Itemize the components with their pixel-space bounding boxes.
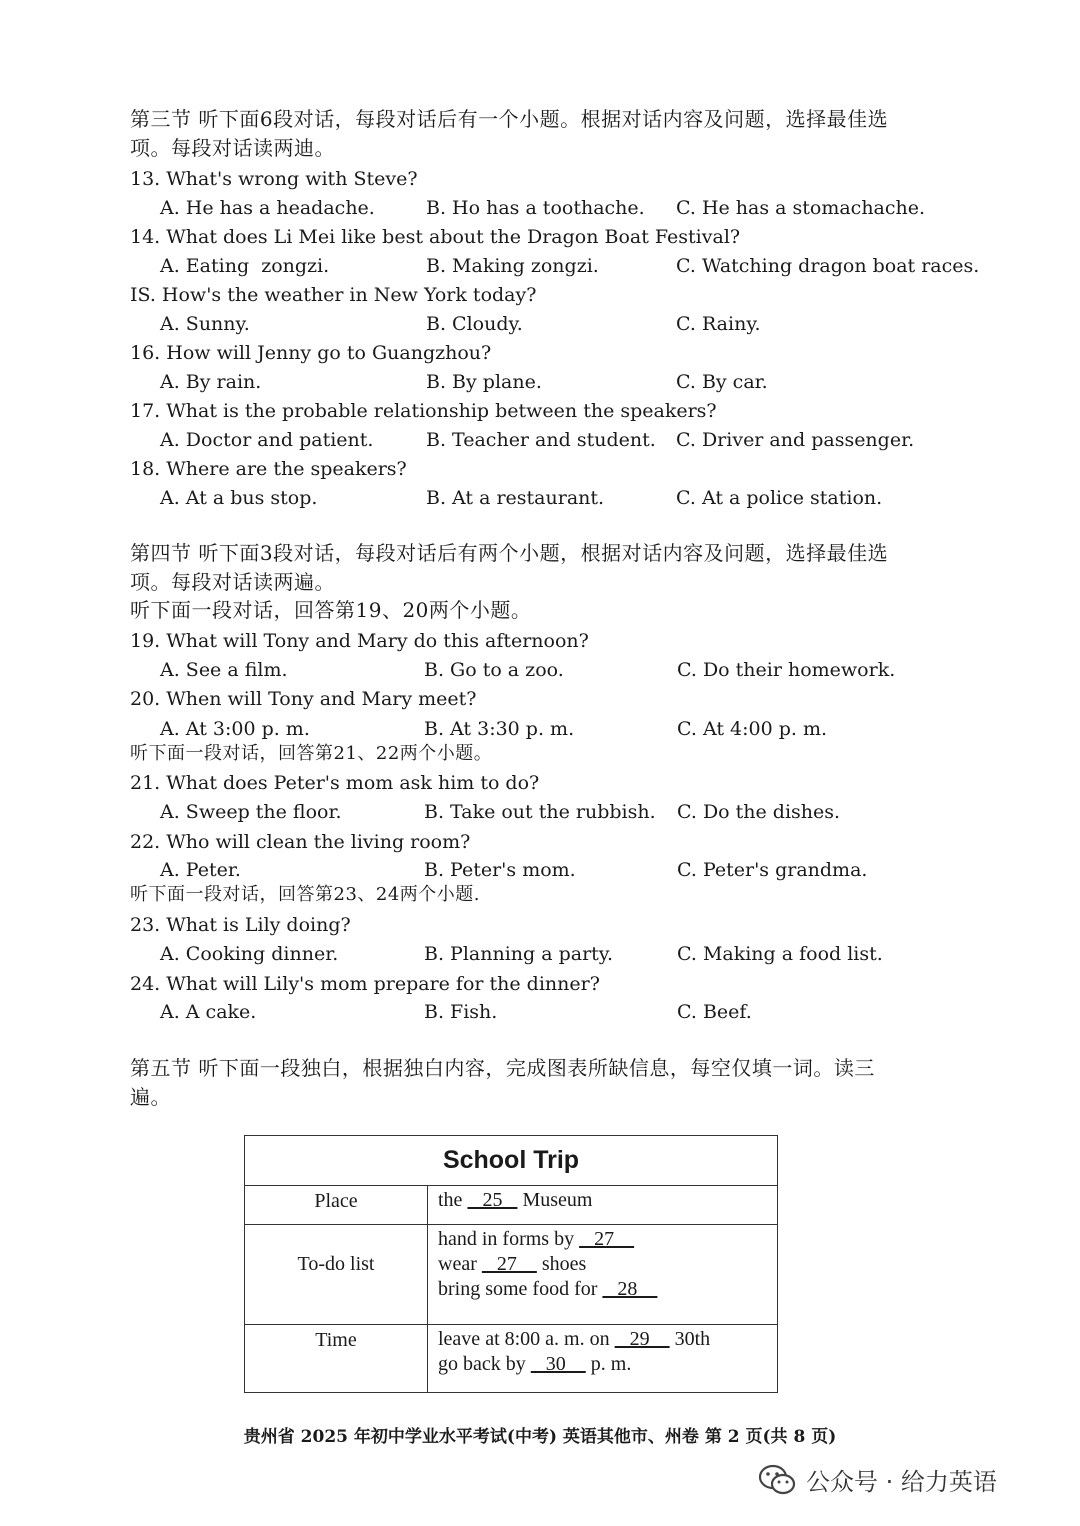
table-title: School Trip [245, 1136, 778, 1186]
section4-sub-heading-3: 听下面一段对话，回答第23、24两个小题. [130, 884, 481, 905]
question-1-stem: 19. What will Tony and Mary do this afternoon? [130, 630, 589, 652]
question-6-option-b[interactable]: B. Fish. [424, 1001, 498, 1023]
question-3-option-b[interactable]: B. Take out the rubbish. [424, 801, 656, 823]
section5-intro-line2: 遍。 [130, 1085, 171, 1109]
question-2-option-b[interactable]: B. At 3:30 p. m. [424, 718, 575, 740]
blank-29[interactable]: 29 [614, 1328, 670, 1350]
question-4-option-a[interactable]: A. By rain. [160, 371, 262, 393]
question-6-option-b[interactable]: B. At a restaurant. [426, 487, 605, 509]
time-label: Time [245, 1325, 428, 1393]
question-1-option-a[interactable]: A. He has a headache. [160, 197, 375, 219]
todo-item-2: wear 27 shoes [438, 1253, 587, 1275]
question-1-option-b[interactable]: B. Go to a zoo. [424, 659, 564, 681]
question-4-option-b[interactable]: B. By plane. [426, 371, 542, 393]
time-cell [428, 1325, 778, 1393]
question-1-option-c[interactable]: C. Do their homework. [677, 659, 896, 681]
blank-30[interactable]: 30 [530, 1353, 586, 1375]
blank-27b[interactable]: 27 [481, 1253, 537, 1275]
question-2-option-c[interactable]: C. At 4:00 p. m. [677, 718, 828, 740]
question-4-option-c[interactable]: C. By car. [676, 371, 768, 393]
question-3-option-a[interactable]: A. Sunny. [160, 313, 250, 335]
question-4-stem: 16. How will Jenny go to Guangzhou? [130, 342, 492, 364]
question-4-stem: 22. Who will clean the living room? [130, 831, 471, 853]
section5-intro-line1: 第五节 听下面一段独白，根据独白内容，完成图表所缺信息，每空仅填一词。读三 [130, 1056, 875, 1080]
question-4-option-a[interactable]: A. Peter. [160, 859, 241, 881]
question-5-option-b[interactable]: B. Teacher and student. [426, 429, 656, 451]
question-3-option-b[interactable]: B. Cloudy. [426, 313, 523, 335]
section4-intro-line2: 项。每段对话读两遍。 [130, 570, 335, 594]
question-2-option-a[interactable]: A. Eating zongzi. [160, 255, 330, 277]
question-1-option-c[interactable]: C. He has a stomachache. [676, 197, 926, 219]
question-6-stem: 18. Where are the speakers? [130, 458, 407, 480]
question-3-option-a[interactable]: A. Sweep the floor. [160, 801, 342, 823]
question-2-stem: 14. What does Li Mei like best about the Dragon Boat Festival? [130, 226, 741, 248]
question-6-option-c[interactable]: C. At a police station. [676, 487, 883, 509]
question-6-option-c[interactable]: C. Beef. [677, 1001, 752, 1023]
school-trip-table [244, 1135, 778, 1393]
place-suffix: Museum [517, 1189, 593, 1211]
section3-intro-line1: 第三节 听下面6段对话，每段对话后有一个小题。根据对话内容及问题，选择最佳选 [130, 107, 889, 131]
question-5-option-c[interactable]: C. Driver and passenger. [676, 429, 915, 451]
question-5-option-c[interactable]: C. Making a food list. [677, 943, 883, 965]
question-2-option-b[interactable]: B. Making zongzi. [426, 255, 599, 277]
question-2-option-a[interactable]: A. At 3:00 p. m. [160, 718, 310, 740]
watermark-text: 公众号 · 给力英语 [806, 1468, 997, 1496]
question-3-option-c[interactable]: C. Rainy. [676, 313, 761, 335]
place-prefix: the [438, 1189, 468, 1211]
question-5-stem: 17. What is the probable relationship between the speakers? [130, 400, 717, 422]
page-footer: 贵州省 2025 年初中学业水平考试(中考) 英语其他市、州卷 第 2 页(共 8 页) [243, 1427, 837, 1447]
section4-sub-heading-2: 听下面一段对话，回答第21、22两个小题。 [130, 743, 493, 764]
question-5-option-b[interactable]: B. Planning a party. [424, 943, 614, 965]
question-6-option-a[interactable]: A. At a bus stop. [160, 487, 318, 509]
todo-label: To-do list [245, 1225, 428, 1325]
question-3-stem: IS. How's the weather in New York today? [130, 284, 537, 306]
todo-cell [428, 1225, 778, 1325]
question-5-option-a[interactable]: A. Doctor and patient. [160, 429, 374, 451]
time-item-2: go back by 30 p. m. [438, 1353, 632, 1375]
question-1-option-b[interactable]: B. Ho has a toothache. [426, 197, 645, 219]
todo-item-1: hand in forms by 27 [438, 1228, 635, 1250]
watermark [758, 1462, 997, 1497]
question-5-option-a[interactable]: A. Cooking dinner. [160, 943, 339, 965]
question-1-option-a[interactable]: A. See a film. [160, 659, 288, 681]
place-label: Place [245, 1186, 428, 1225]
blank-27a[interactable]: 27 [579, 1228, 635, 1250]
question-6-option-a[interactable]: A. A cake. [160, 1001, 257, 1023]
question-6-stem: 24. What will Lily's mom prepare for the dinner? [130, 973, 600, 995]
section4-sub-heading-1: 听下面一段对话，回答第19、20两个小题。 [130, 598, 532, 622]
question-4-option-b[interactable]: B. Peter's mom. [424, 859, 576, 881]
question-3-stem: 21. What does Peter's mom ask him to do? [130, 772, 540, 794]
question-1-stem: 13. What's wrong with Steve? [130, 168, 418, 190]
place-cell [428, 1186, 778, 1225]
question-2-option-c[interactable]: C. Watching dragon boat races. [676, 255, 980, 277]
question-2-stem: 20. When will Tony and Mary meet? [130, 688, 477, 710]
question-5-stem: 23. What is Lily doing? [130, 914, 351, 936]
todo-item-3: bring some food for 28 [438, 1278, 658, 1300]
section4-intro-line1: 第四节 听下面3段对话，每段对话后有两个小题，根据对话内容及问题，选择最佳选 [130, 541, 889, 565]
question-3-option-c[interactable]: C. Do the dishes. [677, 801, 841, 823]
blank-28[interactable]: 28 [602, 1278, 658, 1300]
question-4-option-c[interactable]: C. Peter's grandma. [677, 859, 868, 881]
section3-intro-line2: 项。每段对话读两迪。 [130, 136, 335, 160]
wechat-icon [758, 1464, 796, 1496]
blank-25[interactable]: 25 [467, 1189, 518, 1211]
time-item-1: leave at 8:00 a. m. on 29 30th [438, 1328, 711, 1350]
